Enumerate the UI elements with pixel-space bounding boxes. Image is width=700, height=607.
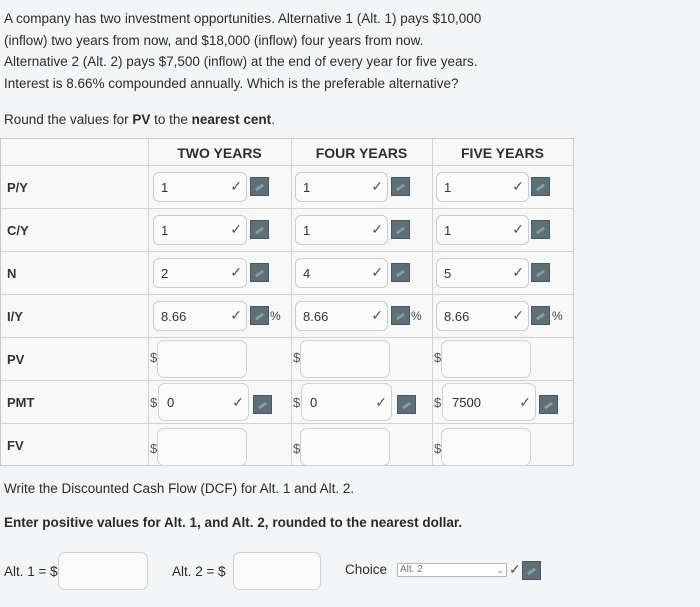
five-iy-input[interactable]: [436, 301, 529, 331]
two-iy-value: 8.66: [161, 309, 187, 324]
five-fv-input[interactable]: [441, 428, 531, 466]
two-py-value: 1: [161, 180, 169, 195]
choice-selected-value: Alt. 2: [400, 564, 423, 575]
alt1-input[interactable]: [58, 552, 148, 590]
edit-icon[interactable]: [250, 263, 269, 282]
checkmark-icon: ✓: [230, 307, 242, 323]
dollar-sign: $: [150, 395, 158, 410]
checkmark-icon: ✓: [230, 221, 242, 237]
dollar-sign: $: [293, 395, 301, 410]
round-pre: Round the values for: [4, 112, 133, 127]
edit-icon[interactable]: [253, 395, 272, 414]
four-py-value: 1: [303, 180, 311, 195]
two-iy-input[interactable]: [153, 301, 247, 331]
two-cy-input[interactable]: [153, 215, 247, 245]
two-cy-value: 1: [161, 223, 169, 238]
four-pv-input[interactable]: [300, 340, 390, 378]
row-divider: [1, 380, 573, 381]
four-py-input[interactable]: [295, 172, 388, 202]
round-pv: PV: [132, 112, 151, 127]
four-n-value: 4: [303, 266, 311, 281]
dollar-sign: $: [150, 350, 158, 365]
edit-icon[interactable]: [531, 263, 550, 282]
edit-icon[interactable]: [397, 395, 416, 414]
problem-line-3: Alternative 2 (Alt. 2) pays $7,500 (inflow) at the end of every year for five years.: [4, 54, 478, 69]
percent-sign: %: [270, 309, 281, 323]
five-py-input[interactable]: [436, 172, 529, 202]
problem-text: [4, 8, 694, 94]
dollar-sign: $: [434, 395, 442, 410]
chevron-down-icon: ⌄: [496, 565, 504, 575]
two-n-input[interactable]: [153, 258, 247, 288]
round-mid: to the: [150, 112, 192, 127]
edit-icon[interactable]: [531, 177, 550, 196]
choice-select[interactable]: [397, 563, 507, 577]
edit-icon[interactable]: [531, 220, 550, 239]
row-divider: [1, 337, 573, 338]
edit-icon[interactable]: [391, 306, 410, 325]
edit-icon[interactable]: [250, 177, 269, 196]
alt2-input[interactable]: [233, 552, 321, 590]
checkmark-icon: ✓: [371, 221, 383, 237]
edit-icon[interactable]: [539, 395, 558, 414]
five-n-input[interactable]: [436, 258, 529, 288]
dcf-instruction: Write the Discounted Cash Flow (DCF) for Alt. 1 and Alt. 2.: [4, 481, 355, 496]
col-divider: [432, 139, 433, 465]
problem-line-2: (inflow) two years from now, and $18,000 (inflow) four years from now.: [4, 32, 424, 48]
four-cy-value: 1: [303, 223, 311, 238]
header-four-years: FOUR YEARS: [315, 145, 408, 161]
checkmark-icon: ✓: [232, 394, 244, 410]
two-fv-input[interactable]: [157, 428, 247, 466]
dollar-sign: $: [293, 441, 301, 456]
checkmark-icon: ✓: [512, 178, 524, 194]
four-pmt-value: 0: [310, 395, 318, 410]
col-divider: [291, 139, 292, 465]
problem-line-1: A company has two investment opportunities. Alternative 1 (Alt. 1) pays $10,000: [4, 11, 482, 26]
two-py-input[interactable]: [153, 172, 247, 202]
five-py-value: 1: [444, 180, 452, 195]
round-nearest: nearest cent: [191, 112, 272, 127]
five-n-value: 5: [444, 266, 452, 281]
four-pmt-input[interactable]: [301, 383, 392, 421]
checkmark-icon: ✓: [371, 178, 383, 194]
row-divider: [1, 165, 573, 166]
five-pmt-value: 7500: [452, 395, 481, 410]
five-pmt-input[interactable]: [442, 383, 536, 421]
four-iy-input[interactable]: [295, 301, 388, 331]
edit-icon[interactable]: [391, 177, 410, 196]
dollar-sign: $: [293, 350, 301, 365]
percent-sign: %: [411, 309, 422, 323]
row-divider: [1, 294, 573, 295]
row-divider: [1, 251, 573, 252]
tvm-table: [0, 138, 574, 466]
edit-icon[interactable]: [391, 220, 410, 239]
percent-sign: %: [552, 309, 563, 323]
five-iy-value: 8.66: [444, 309, 470, 324]
header-two-years: TWO YEARS: [177, 145, 262, 161]
four-iy-value: 8.66: [303, 309, 329, 324]
checkmark-icon: ✓: [512, 264, 524, 280]
alt1-label: Alt. 1 = $: [4, 564, 58, 579]
two-n-value: 2: [161, 266, 169, 281]
edit-icon[interactable]: [522, 561, 541, 580]
checkmark-icon: ✓: [230, 264, 242, 280]
checkmark-icon: ✓: [512, 307, 524, 323]
checkmark-icon: ✓: [371, 264, 383, 280]
checkmark-icon: ✓: [230, 178, 242, 194]
edit-icon[interactable]: [531, 306, 550, 325]
edit-icon[interactable]: [250, 306, 269, 325]
rounding-instruction: [4, 112, 275, 127]
five-cy-value: 1: [444, 223, 452, 238]
dollar-sign: $: [434, 441, 442, 456]
row-divider: [1, 208, 573, 209]
edit-icon[interactable]: [391, 263, 410, 282]
row-label-pmt: PMT: [7, 395, 35, 410]
row-label-fv: FV: [7, 438, 24, 453]
row-label-cy: C/Y: [7, 223, 29, 238]
alt2-label: Alt. 2 = $: [172, 564, 226, 579]
four-cy-input[interactable]: [295, 215, 388, 245]
checkmark-icon: ✓: [519, 394, 531, 410]
round-post: .: [271, 112, 275, 127]
four-fv-input[interactable]: [300, 428, 390, 466]
checkmark-icon: ✓: [375, 394, 387, 410]
row-label-py: P/Y: [7, 180, 28, 195]
checkmark-icon: ✓: [371, 307, 383, 323]
dollar-sign: $: [434, 350, 442, 365]
row-divider: [1, 423, 573, 424]
col-divider: [148, 139, 149, 465]
two-pmt-value: 0: [167, 395, 175, 410]
four-n-input[interactable]: [295, 258, 388, 288]
row-label-iy: I/Y: [7, 309, 23, 324]
checkmark-icon: ✓: [509, 561, 521, 577]
header-five-years: FIVE YEARS: [461, 145, 544, 161]
problem-line-4: Interest is 8.66% compounded annually. Which is the preferable alternative?: [4, 75, 459, 91]
dollar-sign: $: [150, 441, 158, 456]
row-label-n: N: [7, 266, 17, 281]
checkmark-icon: ✓: [512, 221, 524, 237]
choice-label: Choice: [345, 562, 388, 577]
enter-instruction: Enter positive values for Alt. 1, and Alt. 2, rounded to the nearest dollar.: [4, 515, 463, 530]
two-pv-input[interactable]: [157, 340, 247, 378]
edit-icon[interactable]: [250, 220, 269, 239]
two-pmt-input[interactable]: [158, 383, 249, 421]
five-cy-input[interactable]: [436, 215, 529, 245]
five-pv-input[interactable]: [441, 340, 531, 378]
row-label-pv: PV: [7, 352, 25, 367]
